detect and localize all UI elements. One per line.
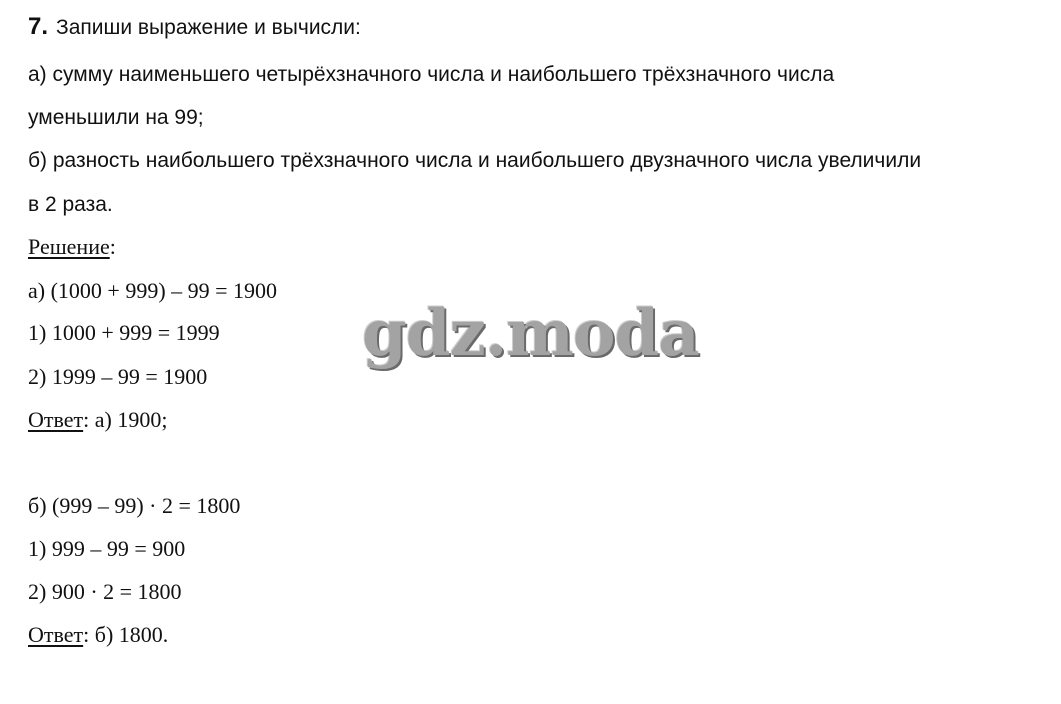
answer-value: : б) 1800. [83, 622, 169, 647]
solution-heading [28, 234, 116, 260]
part-b-answer [28, 622, 168, 648]
part-b-expression: б) (999 – 99) · 2 = 1800 [28, 493, 241, 518]
task-number: 7. [28, 13, 49, 40]
part-a-step-1: 1) 1000 + 999 = 1999 [28, 320, 220, 345]
part-a-line-1: а) сумму наименьшего четырёхзначного числа и наибольшего трёхзначного числа [28, 63, 835, 86]
part-a-step-2: 2) 1999 – 99 = 1900 [28, 364, 208, 389]
watermark-logo: gdz.moda [362, 296, 699, 371]
solution-label: Решение [28, 234, 110, 259]
answer-value: : а) 1900; [83, 407, 168, 432]
part-b-line-2: в 2 раза. [28, 193, 113, 216]
part-b-step-2: 2) 900 · 2 = 1800 [28, 579, 182, 604]
answer-label: Ответ [28, 622, 84, 647]
task-header [28, 14, 361, 41]
solution-colon: : [109, 234, 116, 259]
part-a-line-2: уменьшили на 99; [28, 106, 204, 129]
task-prompt: Запиши выражение и вычисли: [56, 16, 361, 39]
part-a-expression: а) (1000 + 999) – 99 = 1900 [28, 278, 278, 303]
answer-label: Ответ [28, 407, 84, 432]
part-a-answer [28, 407, 167, 433]
part-b-step-1: 1) 999 – 99 = 900 [28, 536, 186, 561]
part-b-line-1: б) разность наибольшего трёхзначного числа и наибольшего двузначного числа увеличили [28, 149, 922, 172]
